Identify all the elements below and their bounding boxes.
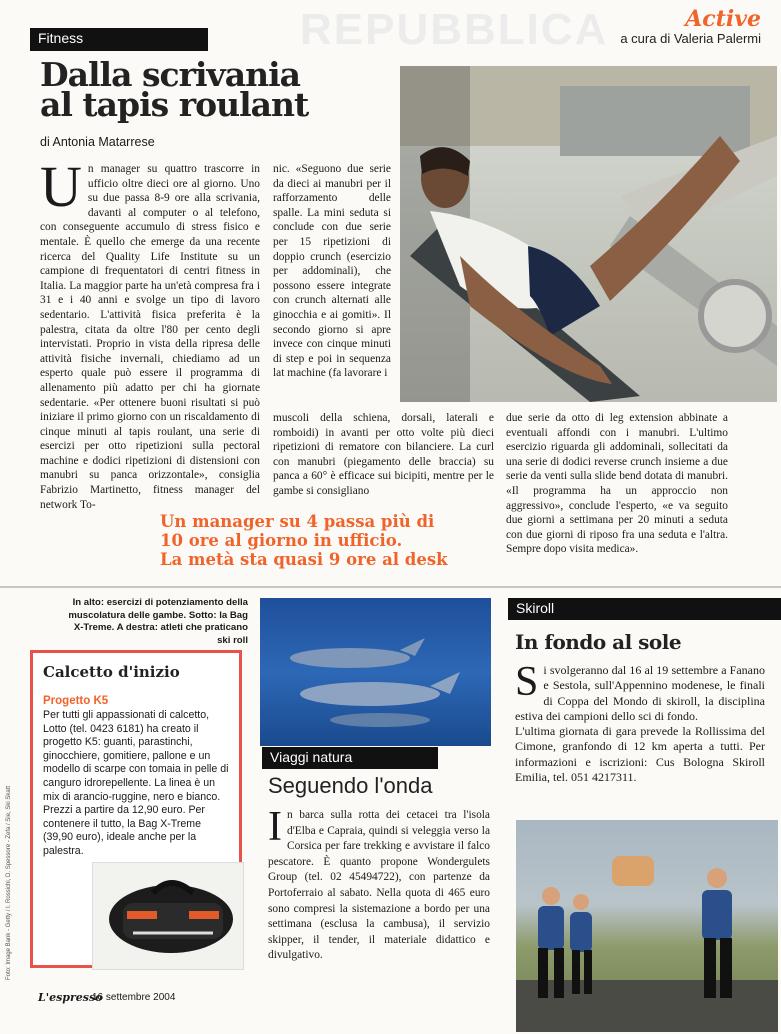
viaggi-title: Seguendo l'onda	[268, 773, 433, 798]
skiroll-photo	[516, 820, 778, 1032]
calcetto-subtitle: Progetto K5	[43, 695, 109, 707]
article-title	[40, 55, 400, 124]
skiroll-title: In fondo al sole	[515, 630, 682, 654]
title-line-1: Dalla scrivania	[40, 55, 301, 94]
col2-bottom-text: muscoli della schiena, dorsali, laterali e romboidi) in avanti per otto volte più dieci ripetizioni di rematore con bilanciere. La curl con manubri (piegamento delle braccia) su panca a 60° è efficace sui bicipiti, mentre per le gambe si consigliano	[273, 412, 494, 497]
section-label: Fitness	[38, 30, 84, 46]
dropcap-u: U	[40, 154, 82, 219]
viaggi-text-block	[268, 804, 490, 964]
skiroll-text: i svolgeranno dal 16 al 19 settembre a Fanano e Sestola, sull'Appennino modenese, le finali di Coppa del Mondo di skiroll, la disciplina estiva dei campioni dello sci di fondo.	[515, 663, 765, 723]
gym-photo	[400, 66, 777, 402]
skiers-illustration	[516, 820, 778, 1032]
pull-quote-line-1: Un manager su 4 passa più di	[160, 512, 435, 531]
photo-caption: In alto: esercizi di potenziamento della muscolatura delle gambe. Sotto: la Bag X-Treme. A destra: atleti che praticano ski roll	[68, 597, 248, 646]
dropcap-i: I	[268, 804, 282, 850]
viaggi-text: n barca sulla rotta dei cetacei tra l'isola d'Elba e Capraia, quindi si veleggia verso la Corsica per fare trekking e avvistare il falco pescatore. È quanto propone Wondergulets Group (tel. 02 45494722), con partenze da Portoferraio al sabato. Nella quota di 465 euro sono compresi la sistemazione a bordo per una settimana (esclusa la cambusa), il servizio skipper, il tender, il materiale didattico e divulgativo.	[268, 809, 490, 962]
footer-magazine: L'espresso	[38, 991, 103, 1004]
col1-body: È quello che emerge da una recente ricerca del Quality Life Institute su un campione di frequentatori di centri fitness in Italia. La maggior parte ha un'età compresa fra i 31 e i 40 anni e svolge un tipo di lavoro sedentario. L'attività fisica preferita è la palestra, citata da oltre l'80 per cento degli intervistati. Proprio in vista della ripresa delle attività fisiche invernali, chiediamo ad un esperto quale può essere il programma di allenamento più adatto per chi ha giornate sedentarie. «Per ottenere buoni risultati si può iniziare il primo giorno con un riscaldamento di cinque minuti al tapis roulant, una serie di esercizi per otto ripetizioni sulla pectoral machine e dodici ripetizioni di distensioni con manubri su panca orizzontale», consiglia Fabrizio Martinetto, fitness manager del network To-	[40, 235, 260, 511]
dolphins-illustration	[260, 598, 491, 746]
calcetto-title: Calcetto d'inizio	[43, 663, 180, 681]
article-column-1	[40, 154, 260, 512]
brand-active: Active	[685, 6, 761, 32]
bag-illustration	[93, 863, 243, 969]
calcetto-text: Per tutti gli appassionati di calcetto, Lotto (tel. 0423 6181) ha creato il progetto K5: guanti, parastinchi, ginocchiere, gomitiere, pallone e un modello di scarpe con tomaia in pelle di canguro idrorepellente. La linea è un mix di arancio-ruggine, nero e bianco. Prezzi a partire da 12,90 euro. Per contenere il tutto, la Bag X-Treme (39,90 euro), ideale anche per la palestra.	[43, 709, 229, 857]
section-label-viaggi: Viaggi natura	[270, 749, 353, 765]
article-column-2-bottom	[273, 411, 494, 499]
section-tab-skiroll	[508, 598, 781, 620]
ghost-masthead: REPUBBLICA	[300, 5, 609, 54]
section-tab-fitness	[30, 28, 208, 51]
dropcap-s: S	[515, 659, 539, 705]
footer-date: 16 settembre 2004	[92, 992, 176, 1003]
col2-top-text: nic. «Seguono due serie da dieci ai manubri per il rafforzamento delle spalle. La mini seduta si conclude con due serie per 15 ripetizioni di doppio crunch (esercizio per addominali), che possono essere integrate con crunch alternati alle ginocchia e ai gomiti». Il secondo giorno si apre invece con cinque minuti di step e poi in sequenza lat machine (fa lavorare i	[273, 163, 391, 380]
title-line-2: al tapis roulant	[40, 85, 309, 124]
curator: a cura di Valeria Palermi	[620, 31, 761, 46]
leg-press-illustration	[400, 66, 777, 402]
section-tab-viaggi	[262, 747, 438, 769]
col1-intro: n manager su quattro trascorre in ufficio oltre dieci ore al giorno. Uno su due passa 8-9 ore alla scrivania, davanti al computer o al telefono, con conseguente accumulo di stress fisico e mentale.	[40, 163, 260, 248]
skiroll-text-2: L'ultima giornata di gara prevede la Rollissima del Cimone, granfondo di 12 km aperta a tutti. Per informazioni e iscrizioni: Cus Bologna Skiroll Emilia, tel. 051 4217311.	[515, 724, 765, 785]
pull-quote-line-3: La metà sta quasi 9 ore al desk	[160, 550, 448, 569]
section-label-skiroll: Skiroll	[516, 600, 555, 616]
article-column-2-top	[273, 162, 391, 381]
pull-quote-line-2: 10 ore al giorno in ufficio.	[160, 531, 403, 550]
article-column-3	[506, 411, 728, 557]
skiroll-text-block	[515, 659, 765, 785]
photo-credits: Foto: Image Bank - Getty / I. Rossichi, D. Spessore - Zefa / Sie, Ski Skatt	[6, 785, 12, 980]
dolphin-photo	[260, 598, 491, 746]
section-divider	[0, 586, 781, 588]
pull-quote	[160, 512, 500, 569]
byline: di Antonia Matarrese	[40, 135, 155, 149]
bag-photo	[92, 862, 244, 970]
col3-text: due serie da otto di leg extension abbinate a eventuali affondi con i manubri. L'ultimo esercizio riguarda gli addominali, sollecitati da una serie di dodici reverse crunch insieme a due serie da venti sulla slide bend dotata di manubri. «Il programma ha un approccio non aggressivo», conclude l'esperto, «e va seguito due giorni a settimana per 20 minuti a seduta con due giorni di riposo fra una seduta e l'altra. Sempre dopo visita medica».	[506, 412, 728, 556]
